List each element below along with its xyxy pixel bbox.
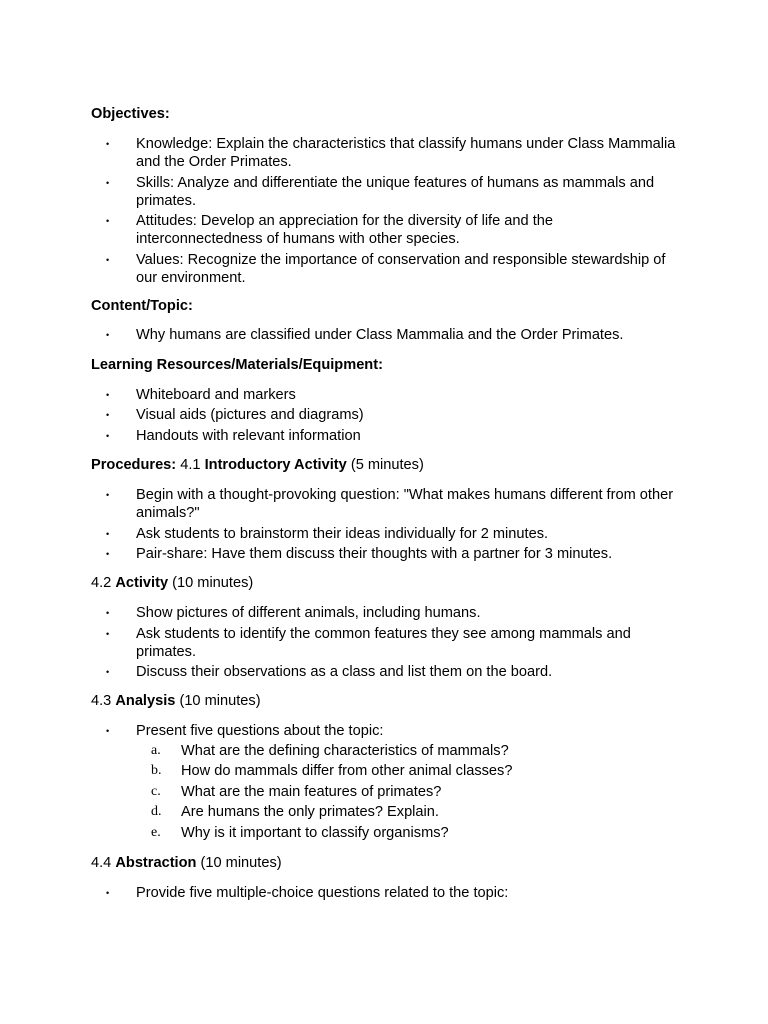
content-list — [0, 326, 768, 344]
resources-list — [0, 386, 768, 447]
question-item: c. What are the main features of primates? — [151, 783, 442, 800]
objectives-list — [0, 135, 768, 289]
bullet-icon: • — [106, 628, 110, 639]
activity-heading: 4.2 Activity (10 minutes) — [91, 575, 254, 591]
list-item: • Skills: Analyze and differentiate the unique features of humans as mammals and primates. — [106, 174, 655, 209]
bullet-icon: • — [106, 548, 110, 559]
question-item: b. How do mammals differ from other animal classes? — [151, 763, 513, 780]
list-item: • Values: Recognize the importance of conservation and responsible stewardship of our environment. — [106, 251, 666, 286]
question-item: a. What are the defining characteristics of mammals? — [151, 743, 509, 759]
list-item: • Attitudes: Develop an appreciation for the diversity of life and the interconnectedness of humans with other species. — [106, 213, 553, 247]
bullet-icon: • — [106, 216, 110, 226]
bullet-icon: • — [106, 177, 110, 188]
bullet-icon: • — [106, 888, 110, 898]
bullet-icon: • — [106, 390, 110, 400]
bullet-icon: • — [106, 608, 110, 618]
list-item: • Discuss their observations as a class and list them on the board. — [106, 664, 553, 680]
abstraction-list — [0, 884, 768, 902]
bullet-icon: • — [106, 528, 110, 539]
list-item: • Why humans are classified under Class Mammalia and the Order Primates. — [106, 327, 624, 343]
bullet-icon: • — [106, 330, 110, 340]
resources-heading: Learning Resources/Materials/Equipment: — [91, 357, 383, 373]
analysis-list — [0, 722, 768, 740]
bullet-icon: • — [106, 410, 110, 421]
list-item: • Present five questions about the topic: — [106, 723, 384, 739]
list-item: • Ask students to brainstorm their ideas individually for 2 minutes. — [106, 525, 549, 542]
list-item: • Provide five multiple-choice questions related to the topic: — [106, 885, 509, 901]
list-item: • Pair-share: Have them discuss their thoughts with a partner for 3 minutes. — [106, 545, 613, 562]
content-heading: Content/Topic: — [91, 298, 193, 314]
question-item: e. Why is it important to classify organisms? — [151, 824, 449, 841]
bullet-icon: • — [106, 430, 110, 441]
analysis-heading: 4.3 Analysis (10 minutes) — [91, 693, 261, 709]
list-item: • Ask students to identify the common features they see among mammals and primates. — [106, 625, 631, 660]
list-item: • Visual aids (pictures and diagrams) — [106, 407, 364, 424]
bullet-icon: • — [106, 667, 110, 677]
activity-list — [0, 604, 768, 683]
bullet-icon: • — [106, 254, 110, 265]
procedures-heading: Procedures: 4.1 Introductory Activity (5 minutes) — [91, 457, 424, 473]
question-item: d. Are humans the only primates? Explain. — [151, 804, 439, 821]
bullet-icon: • — [106, 490, 110, 500]
objectives-heading: Objectives: — [91, 106, 170, 122]
list-item: • Show pictures of different animals, including humans. — [106, 605, 481, 621]
list-item: • Whiteboard and markers — [106, 387, 296, 403]
list-item: • Handouts with relevant information — [106, 427, 361, 444]
analysis-questions — [0, 742, 768, 844]
list-item: • Knowledge: Explain the characteristics that classify humans under Class Mammalia and the Order Primates. — [106, 136, 676, 170]
bullet-icon: • — [106, 139, 110, 149]
procedures-list — [0, 486, 768, 565]
bullet-icon: • — [106, 726, 110, 736]
abstraction-heading: 4.4 Abstraction (10 minutes) — [91, 855, 282, 871]
list-item: • Begin with a thought-provoking question: "What makes humans different from other animals?" — [106, 487, 674, 521]
